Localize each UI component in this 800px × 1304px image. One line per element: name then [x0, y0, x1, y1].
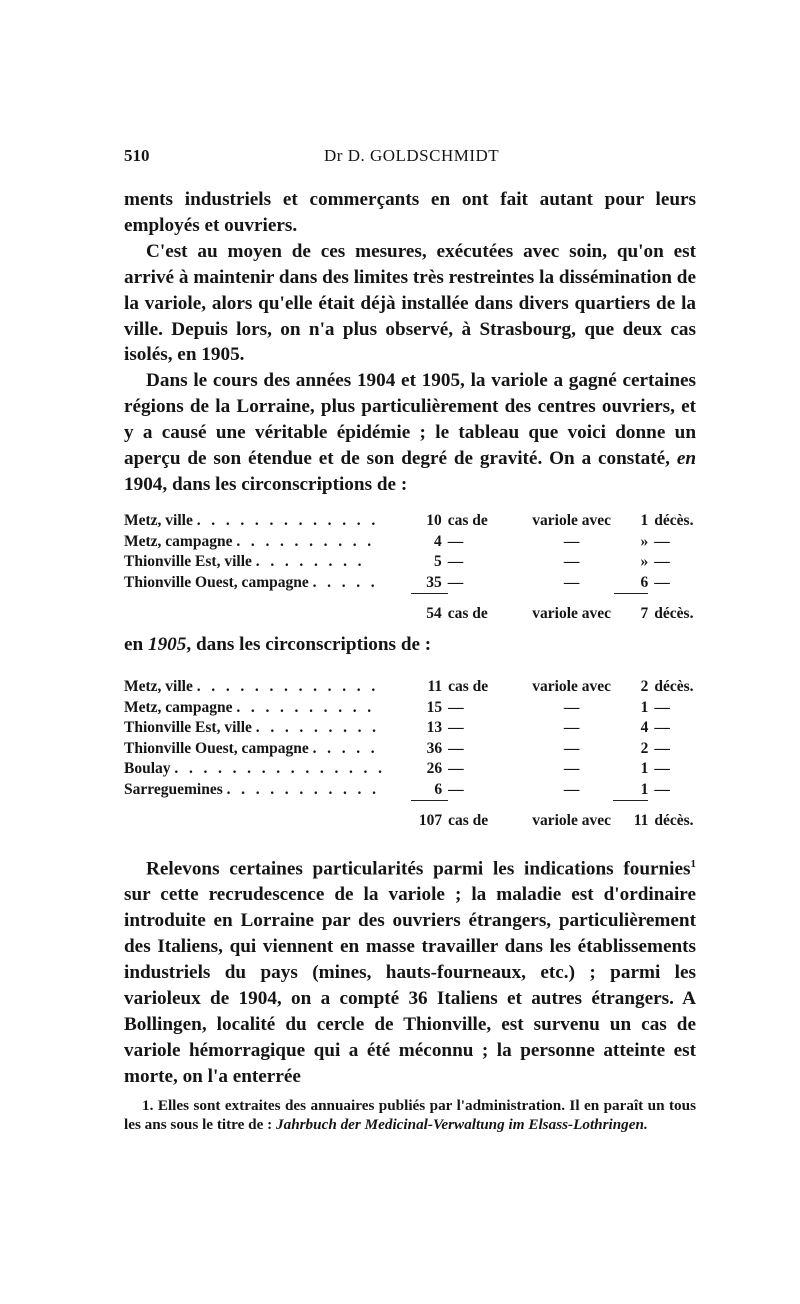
row-deaths: 1 [640, 760, 649, 777]
row-col-d: — [654, 739, 670, 757]
table-1905 [124, 677, 700, 832]
paragraph-continuation: ments industriels et commerçants en ont fait autant pour leurs employés et ouvriers. [124, 189, 696, 236]
total-col-d: décès. [654, 604, 694, 622]
footnote-text [124, 1096, 696, 1134]
paragraph-particularites-start: Relevons certaines particularités parmi les indications fournies [146, 858, 691, 880]
leader-dots: . . . . . . . . . . . . . [196, 678, 379, 695]
table-row [124, 780, 700, 801]
total-cases: 54 [411, 594, 448, 625]
leader-dots: . . . . . [312, 573, 379, 591]
row-deaths: » [640, 553, 649, 570]
row-place: Metz, campagne [124, 698, 233, 716]
row-cases: 11 [427, 678, 443, 695]
row-place: Thionville Est, ville [124, 719, 252, 736]
row-cases: 5 [434, 553, 442, 570]
row-col-b: — [563, 698, 580, 716]
footnote-body: 1. Elles sont extraites des annuaires publiés par l'administration. Il en paraît un tous les ans sous le titre de : [124, 1097, 696, 1133]
body-text-top [124, 187, 696, 498]
row-col-d: décès. [654, 678, 694, 695]
row-col-a: — [448, 719, 464, 736]
row-place: Thionville Est, ville [124, 553, 252, 570]
row-col-d: — [654, 532, 670, 550]
total-col-d: décès. [654, 811, 694, 829]
row-col-a: — [448, 760, 464, 777]
row-col-b: variole avec [532, 512, 612, 529]
total-col-a: cas de [447, 604, 488, 622]
row-deaths: 2 [640, 739, 649, 757]
leader-dots: . . . . . . . . . . . . . . . [174, 760, 386, 777]
total-col-a: cas de [448, 811, 489, 829]
total-deaths: 11 [613, 801, 648, 832]
row-col-b: — [563, 573, 580, 591]
subheading-1905 [124, 634, 431, 656]
table-1904 [124, 511, 700, 625]
row-col-b: — [563, 739, 580, 757]
row-cases: 15 [426, 698, 443, 716]
row-place: Sarreguemines [124, 780, 223, 798]
row-deaths: 4 [640, 719, 649, 736]
row-deaths: 2 [640, 678, 649, 695]
row-cases: 35 [426, 573, 442, 591]
table-row [124, 759, 700, 780]
row-col-a: — [447, 573, 464, 591]
body-text-bottom [124, 852, 696, 1090]
row-col-b: variole avec [532, 678, 611, 695]
row-col-b: — [563, 760, 580, 777]
row-cases: 10 [426, 512, 442, 529]
row-deaths: » [640, 532, 649, 550]
subheading-post: , dans les circonscriptions de : [186, 634, 432, 655]
row-col-d: — [654, 553, 670, 570]
row-deaths: 6 [640, 573, 649, 591]
row-cases: 13 [426, 719, 443, 736]
row-col-d: — [654, 719, 670, 736]
table-row [124, 698, 700, 719]
row-col-d: — [654, 573, 670, 591]
paragraph-particularites-rest: sur cette recrudescence de la variole ; la maladie est d'ordinaire introduite en Lorraine par des ouvriers étrangers, particulièrement des Italiens, qui viennent en masse travailler dans les établissements industriels du pays (mines, hauts-fourneaux, etc.) ; parmi les varioleux de 1904, on a compté 36 Italiens et autres étrangers. A Bollingen, localité du cercle de Thionville, est survenu un cas de variole hémorragique qui a été méconnu ; la personne atteinte est morte, on l'a enterrée [124, 884, 696, 1087]
table-row [124, 573, 700, 594]
row-col-d: — [654, 760, 670, 777]
table-row [124, 511, 700, 532]
row-col-a: — [448, 698, 464, 716]
footnote-journal-title: Jahrbuch der Medicinal-Verwaltung im Elsass-Lothringen. [276, 1116, 648, 1133]
leader-dots: . . . . . [312, 739, 379, 757]
leader-dots: . . . . . . . . . . . . . [196, 512, 379, 529]
paragraph-particularites [124, 852, 696, 1090]
footnote-reference[interactable]: 1 [690, 858, 696, 870]
row-deaths: 1 [640, 698, 649, 716]
row-place: Thionville Ouest, campagne [124, 739, 309, 757]
row-col-a: cas de [448, 678, 489, 695]
row-place: Boulay [124, 760, 171, 777]
leader-dots: . . . . . . . . . . . [226, 780, 380, 798]
leader-dots: . . . . . . . . [255, 553, 365, 570]
table-total-row [124, 801, 700, 832]
page-number: 510 [124, 146, 150, 165]
row-col-d: — [654, 780, 670, 798]
table-row [124, 718, 700, 739]
row-col-d: — [654, 698, 670, 716]
leader-dots: . . . . . . . . . . [236, 532, 375, 550]
leader-dots: . . . . . . . . . [255, 719, 380, 736]
row-col-b: — [563, 532, 580, 550]
paragraph-lorraine-text: Dans le cours des années 1904 et 1905, la variole a gagné certaines régions de la Lorraine, plus particulièrement des centres ouvriers, et y a causé une véritable épidémie ; le tableau que voici donne un aperçu de son étendue et de son degré de gravité. On a constaté, [124, 370, 696, 470]
row-deaths: 1 [640, 780, 649, 798]
row-deaths: 1 [640, 512, 649, 529]
row-col-a: cas de [447, 512, 488, 529]
table-row [124, 532, 700, 553]
row-col-b: — [563, 719, 580, 736]
table-row [124, 739, 700, 760]
footnote [124, 1096, 696, 1134]
leader-dots: . . . . . . . . . . [236, 698, 375, 716]
table-row [124, 677, 700, 698]
row-col-b: — [563, 553, 580, 570]
running-head-author: Dr D. GOLDSCHMIDT [324, 146, 500, 165]
total-deaths: 7 [614, 594, 649, 625]
row-cases: 6 [434, 780, 443, 798]
emphasis-en: en [676, 448, 696, 470]
table-row [124, 552, 700, 573]
row-col-b: — [563, 780, 580, 798]
row-col-a: — [448, 739, 464, 757]
subheading-pre: en [124, 634, 148, 655]
running-header [124, 146, 696, 170]
row-cases: 26 [426, 760, 443, 777]
paragraph-measures: C'est au moyen de ces mesures, exécutées avec soin, qu'on est arrivé à maintenir dans des limites très restreintes la dissémination de la variole, alors qu'elle était déjà installée dans divers quartiers de la ville. Depuis lors, on n'a plus observé, à Strasbourg, que deux cas isolés, en 1905. [124, 240, 696, 366]
row-place: Thionville Ouest, campagne [124, 573, 309, 591]
subheading-year: 1905 [147, 634, 187, 655]
total-cases: 107 [411, 801, 449, 832]
row-col-d: décès. [654, 512, 694, 529]
table-total-row [124, 594, 700, 625]
total-col-b: variole avec [532, 811, 611, 829]
row-cases: 4 [434, 532, 442, 550]
row-cases: 36 [426, 739, 443, 757]
paragraph-lorraine [124, 368, 696, 498]
row-place: Metz, campagne [124, 532, 233, 550]
row-col-a: — [447, 532, 464, 550]
row-col-a: — [448, 780, 464, 798]
row-place: Metz, ville [124, 512, 193, 529]
row-col-a: — [447, 553, 464, 570]
paragraph-lorraine-end: 1904, dans les circonscriptions de : [124, 473, 408, 495]
row-place: Metz, ville [124, 678, 193, 695]
total-col-b: variole avec [532, 604, 612, 622]
